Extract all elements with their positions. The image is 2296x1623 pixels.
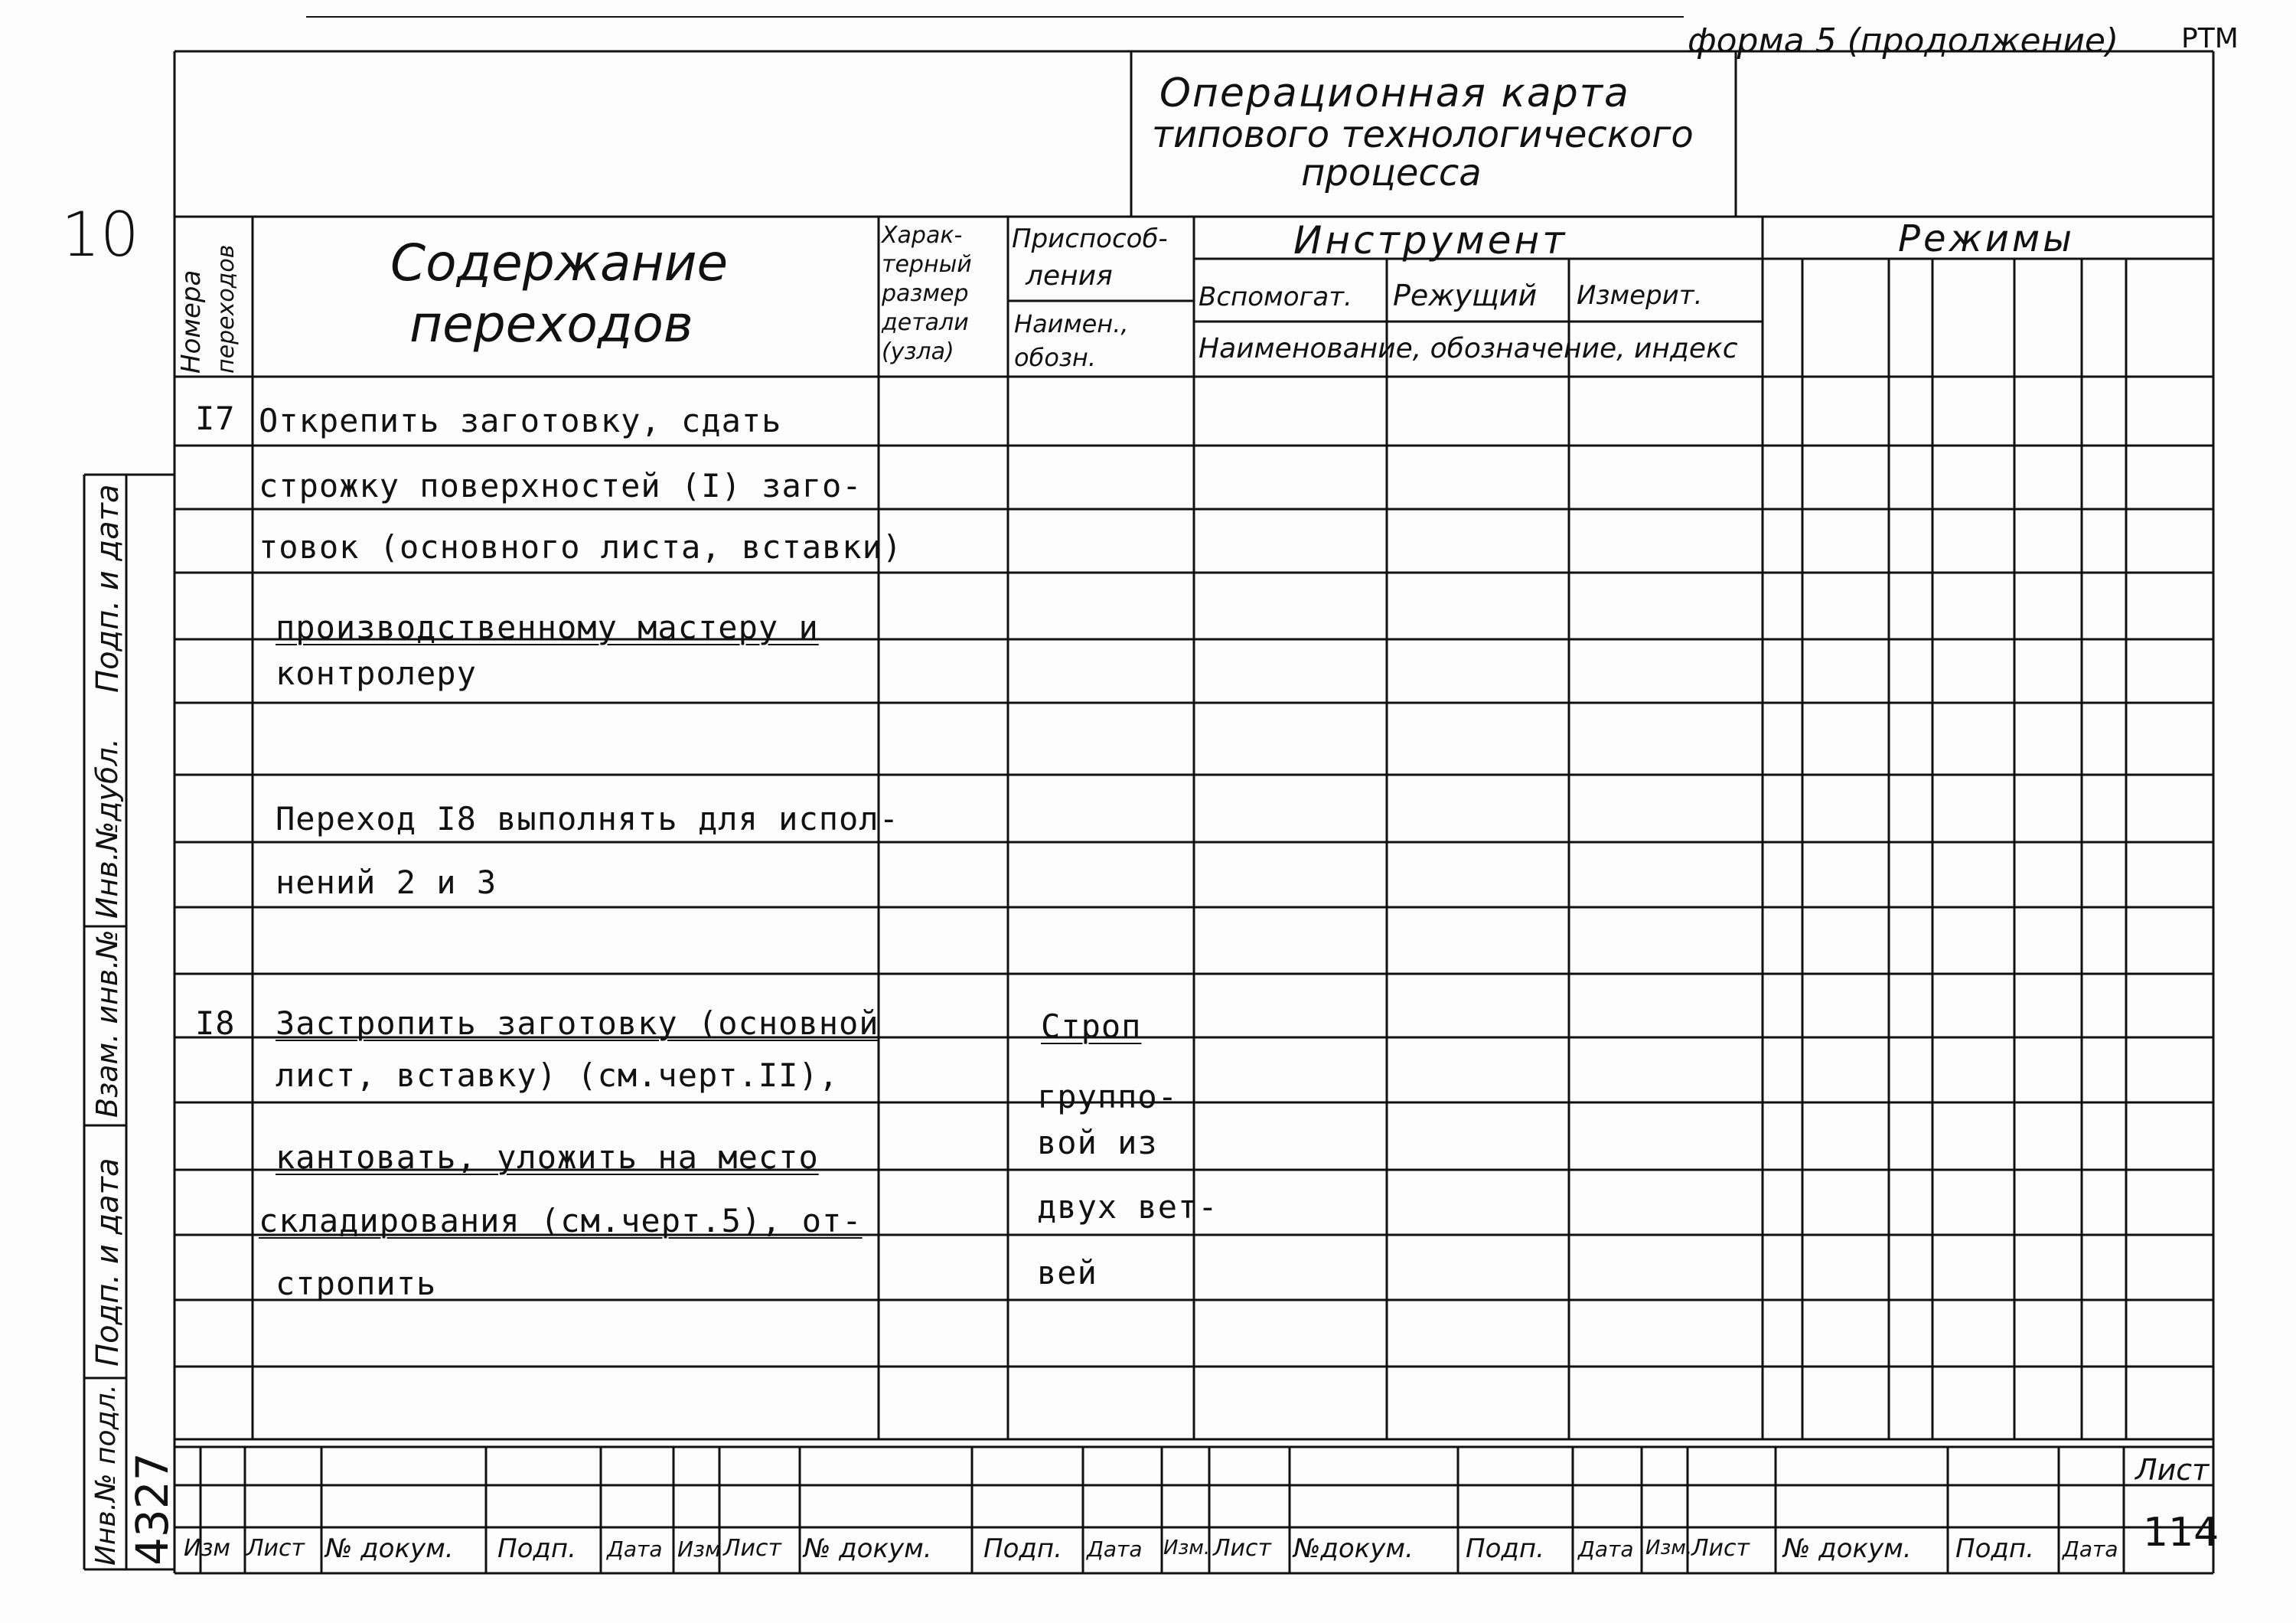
step-17-line-3: товок (основного листа, вставки) [259,528,903,566]
header-aux: Вспомогат. [1199,282,1352,312]
bottom-label-izm-2: Изм [677,1536,721,1562]
bottom-label-doc-4: № докум. [1783,1533,1912,1564]
org-code: РТМ [2181,23,2239,54]
bottom-label-list-1: Лист [246,1535,305,1562]
header-modes: Режимы [1898,217,2076,260]
header-fixtures-sub-2: обозн. [1014,343,1096,372]
bottom-label-podp-1: Подп. [497,1533,576,1564]
header-char-1: Харак- [882,222,963,249]
title-line-2: типового технологического [1152,113,1694,156]
side-podp-data: Подп. и дата [90,484,126,693]
header-fixtures-sub-1: Наимен., [1014,309,1129,338]
bottom-label-list-3: Лист [1213,1535,1272,1562]
title-line-1: Операционная карта [1159,70,1630,116]
bottom-label-izm-3: Изм. [1163,1536,1211,1559]
step-18-line-1: Застропить заготовку (основной [276,1004,879,1042]
step-17-line-1: Открепить заготовку, сдать [259,402,782,439]
step-17-line-4: производственному мастеру и [276,609,819,646]
bottom-label-date-4: Дата [2063,1536,2118,1562]
side-vzam-inv: Взам. инв.№ [90,929,124,1118]
header-cutting: Режущий [1393,279,1538,312]
header-fixtures-2: ления [1026,260,1113,292]
note-line-2: нений 2 и 3 [276,864,497,901]
bottom-label-podp-2: Подп. [983,1533,1062,1564]
bottom-label-list-2: Лист [723,1535,782,1562]
header-char-5: (узла) [882,338,954,365]
side-inv-podl: Инв.№ подл. [90,1384,122,1566]
header-measuring: Измерит. [1577,280,1703,311]
step-17-line-2: строжку поверхностей (I) заго- [259,467,863,505]
header-fixtures-1: Приспособ- [1012,224,1168,254]
bottom-label-podp-4: Подп. [1955,1533,2034,1564]
header-char-4: детали [882,309,969,336]
header-instrument: Инструмент [1293,218,1568,263]
sheet-number: 114 [2143,1510,2219,1556]
form-label: форма 5 (продолжение) [1688,21,2119,60]
bottom-label-date-3: Дата [1578,1536,1634,1562]
bottom-label-list-4: Лист [1691,1535,1750,1562]
bottom-label-izm-1: Изм [184,1535,231,1562]
sheet-label: Лист [2135,1453,2210,1487]
fixture-line-3: вой из [1037,1124,1158,1161]
header-content-2: переходов [409,295,693,354]
bottom-label-izm-4: Изм. [1645,1536,1693,1559]
bottom-label-date-1: Дата [607,1536,663,1562]
fixture-line-2: группо- [1037,1078,1179,1115]
header-char-2: терный [882,251,972,278]
note-line-1: Переход I8 выполнять для испол- [276,800,899,838]
step-17-line-5: контролеру [276,655,477,692]
bottom-label-doc-2: № докум. [804,1533,932,1564]
title-line-3: процесса [1301,152,1482,194]
step-18-number: I8 [195,1004,236,1042]
header-naming: Наименование, обозначение, индекс [1199,333,1738,364]
header-content-1: Содержание [390,233,729,292]
fixture-line-5: вей [1037,1254,1097,1292]
step-18-line-2: лист, вставку) (см.черт.II), [276,1056,840,1094]
side-podp-data-2: Подп. и дата [90,1158,126,1367]
step-17-number: I7 [195,400,236,437]
header-perehodov: переходов [213,244,240,374]
bottom-label-doc-1: № докум. [325,1533,454,1564]
side-inv-number: 4327 [126,1452,178,1566]
header-char-3: размер [882,280,969,307]
bottom-label-podp-3: Подп. [1466,1533,1544,1564]
step-18-line-5: стропить [276,1265,437,1302]
bottom-label-date-2: Дата [1087,1536,1143,1562]
margin-number: 10 [61,199,139,270]
bottom-label-doc-3: №докум. [1293,1533,1414,1564]
fixture-line-4: двух вет- [1037,1188,1218,1226]
header-nomera: Номера [176,269,207,374]
step-18-line-3: кантовать, уложить на место [276,1138,819,1176]
side-inv-dubl: Инв.№дубл. [90,738,124,919]
fixture-line-1: Строп [1041,1007,1142,1045]
step-18-line-4: складирования (см.черт.5), от- [259,1202,863,1239]
